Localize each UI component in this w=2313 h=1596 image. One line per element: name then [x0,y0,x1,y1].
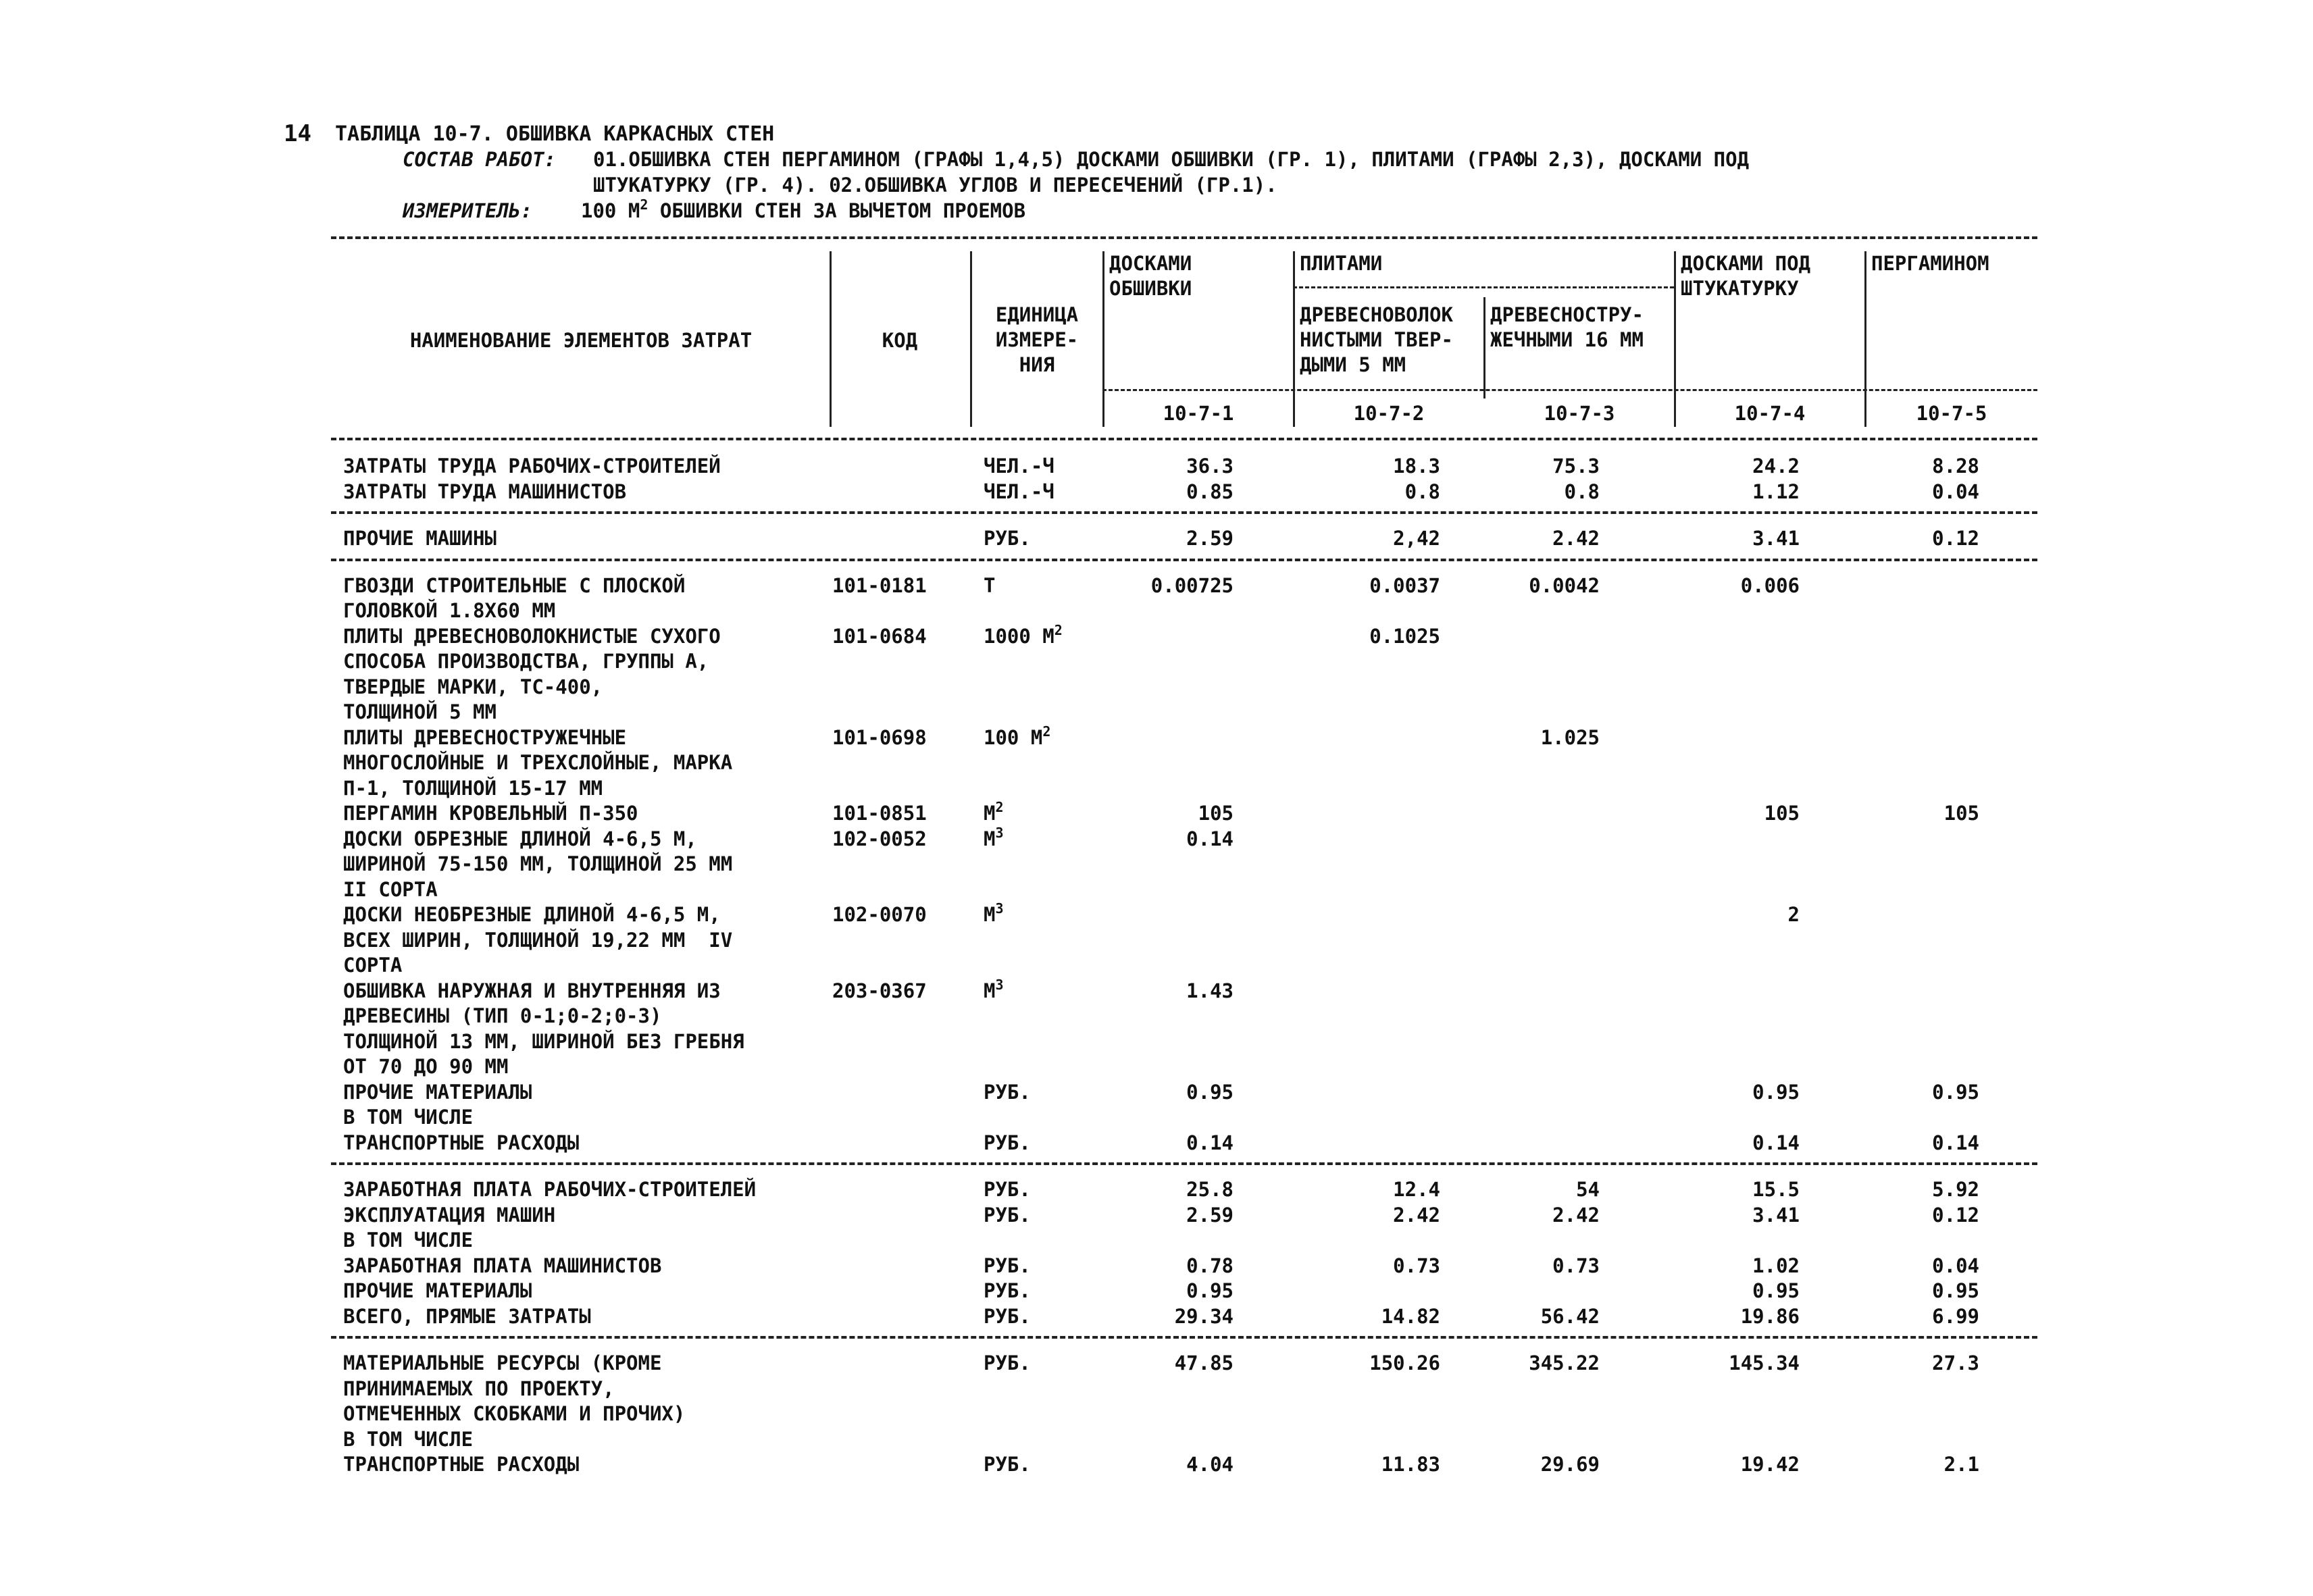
row-value-col-1: 36.3 [1186,455,1234,478]
row-name-line: В ТОМ ЧИСЛЕ [343,1427,474,1451]
row-name-line: ТОЛЩИНОЙ 5 ММ [343,700,497,723]
row-unit: РУБ. [984,1203,1031,1227]
codes-rule [1102,389,2037,391]
table-top-rule [331,236,2037,239]
row-value-col-3: 75.3 [1552,455,1600,478]
col-divider-2 [970,251,972,427]
row-name-line: ЗАТРАТЫ ТРУДА РАБОЧИХ-СТРОИТЕЛЕЙ [343,455,721,478]
row-unit: ЧЕЛ.-Ч [984,480,1054,503]
row-name-line: В ТОМ ЧИСЛЕ [343,1229,474,1252]
row-code: 102-0070 [832,903,927,926]
row-unit: РУБ. [984,527,1031,550]
row-value-col-5: 6.99 [1932,1304,1979,1328]
row-unit: $М^3$ [984,900,1004,926]
row-name-line: ЗАРАБОТНАЯ ПЛАТА РАБОЧИХ-СТРОИТЕЛЕЙ [343,1178,757,1201]
row-value-col-5: 0.04 [1932,1254,1979,1277]
row-name-line: ШИРИНОЙ 75-150 ММ, ТОЛЩИНОЙ 25 ММ [343,852,733,875]
row-value-col-3: 54 [1576,1178,1600,1201]
row-value-col-4: 105 [1764,802,1800,825]
row-value-col-4: 0.95 [1752,1080,1800,1104]
row-value-col-3: 56.42 [1540,1304,1600,1328]
measure-value: 100 М [581,199,640,222]
row-value-col-3: 0.0042 [1529,573,1600,597]
row-value-col-4: 0.95 [1752,1279,1800,1302]
row-value-col-4: 0.006 [1740,573,1800,597]
composition-label: СОСТАВ РАБОТ: [403,148,556,171]
row-unit: РУБ. [984,1254,1031,1277]
header-chip-2: ЖЕЧНЫМИ 16 ММ [1490,328,1644,351]
row-value-col-1: 2.59 [1186,1203,1234,1227]
row-name-line: МНОГОСЛОЙНЫЕ И ТРЕХСЛОЙНЫЕ, МАРКА [343,751,733,774]
header-code-col: КОД [882,329,918,352]
row-name-line: П-1, ТОЛЩИНОЙ 15-17 ММ [343,776,603,800]
row-value-col-3: 2.42 [1552,1203,1600,1227]
col-divider-3 [1102,251,1104,427]
row-name-line: ЗАТРАТЫ ТРУДА МАШИНИСТОВ [343,480,627,503]
row-value-col-1: 1.43 [1186,979,1234,1002]
col-code-2: 10-7-2 [1353,402,1425,425]
row-name-line: ПРОЧИЕ МАТЕРИАЛЫ [343,1080,532,1104]
header-boards-2: ОБШИВКИ [1109,277,1192,300]
row-value-col-5: 0.12 [1932,1203,1979,1227]
table-title: ТАБЛИЦА 10-7. ОБШИВКА КАРКАСНЫХ СТЕН [335,122,775,146]
row-value-col-4: 3.41 [1752,527,1800,550]
row-value-col-1: 4.04 [1186,1453,1234,1476]
row-value-col-5: 27.3 [1932,1352,1979,1374]
row-value-col-2: 2.42 [1393,1203,1440,1227]
row-name-line: ВСЕХ ШИРИН, ТОЛЩИНОЙ 19,22 ММ IV [343,928,733,952]
header-plaster-1: ДОСКАМИ ПОД [1681,252,1811,275]
row-code: 102-0052 [832,827,927,850]
composition-line-2: ШТУКАТУРКУ (ГР. 4). 02.ОБШИВКА УГЛОВ И ПЕРЕСЕЧЕНИЙ (ГР.1). [593,174,1277,197]
header-boards-1: ДОСКАМИ [1109,252,1192,275]
col-divider-4 [1293,251,1295,427]
row-value-col-1: 0.00725 [1150,573,1234,597]
row-code: 101-0698 [832,725,927,749]
row-value-col-4: 19.42 [1740,1453,1800,1476]
row-name-line: В ТОМ ЧИСЛЕ [343,1106,474,1129]
row-name-line: ТВЕРДЫЕ МАРКИ, ТС-400, [343,675,603,698]
row-name-line: ВСЕГО, ПРЯМЫЕ ЗАТРАТЫ [343,1304,591,1328]
row-value-col-5: 0.14 [1932,1131,1979,1154]
measure-text [581,199,1025,224]
row-value-col-1: 0.14 [1186,827,1234,850]
row-unit: $М^3$ [984,824,1004,850]
row-name-line: ПРИНИМАЕМЫХ ПО ПРОЕКТУ, [343,1376,615,1400]
row-value-col-1: 105 [1198,802,1234,825]
row-name-line: ДОСКИ ОБРЕЗНЫЕ ДЛИНОЙ 4-6,5 М, [343,827,697,850]
row-value-col-2: 150.26 [1369,1352,1440,1374]
page-number: 14 [284,120,311,147]
row-name-line: ПЛИТЫ ДРЕВЕСНОСТРУЖЕЧНЫЕ [343,725,627,749]
col-divider-1 [830,251,832,427]
col-divider-5 [1483,297,1485,398]
row-value-col-5: 0.95 [1932,1080,1979,1104]
header-chip-1: ДРЕВЕСНОСТРУ- [1490,303,1644,326]
section-rule [331,559,2037,561]
row-name-line: ЭКСПЛУАТАЦИЯ МАШИН [343,1203,556,1227]
row-name-line: СПОСОБА ПРОИЗВОДСТВА, ГРУППЫ А, [343,650,709,673]
section-rule [331,1336,2037,1339]
plates-subrule [1293,286,1674,288]
row-value-col-4: 3.41 [1752,1203,1800,1227]
row-value-col-1: 0.95 [1186,1080,1234,1104]
row-value-col-2: 0.0037 [1369,573,1440,597]
row-value-col-1: 0.85 [1186,480,1234,503]
row-unit: РУБ. [984,1131,1031,1154]
row-unit: Т [984,573,996,597]
header-fiber-1: ДРЕВЕСНОВОЛОК [1300,303,1453,326]
row-code: 101-0181 [832,573,927,597]
row-unit: РУБ. [984,1453,1031,1476]
header-unit-2: ИЗМЕРЕ- [995,328,1079,351]
header-unit-3: НИЯ [1019,353,1055,376]
row-value-col-3: 0.8 [1564,480,1600,503]
measure-label: ИЗМЕРИТЕЛЬ: [403,199,533,222]
row-value-col-5: 8.28 [1932,455,1979,478]
col-divider-7 [1864,251,1866,427]
header-plates: ПЛИТАМИ [1300,252,1383,275]
row-name-line: II СОРТА [343,877,438,901]
row-unit: РУБ. [984,1279,1031,1302]
row-value-col-5: 0.04 [1932,480,1979,503]
row-name-line: ПЕРГАМИН КРОВЕЛЬНЫЙ П-350 [343,802,638,825]
row-name-line: ДРЕВЕСИНЫ (ТИП 0-1;0-2;0-3) [343,1004,662,1027]
row-value-col-1: 0.78 [1186,1254,1234,1277]
header-fiber-2: НИСТЫМИ ТВЕР- [1300,328,1453,351]
row-value-col-4: 145.34 [1729,1352,1800,1374]
row-value-col-1: 2.59 [1186,527,1234,550]
row-value-col-2: 12.4 [1393,1178,1440,1201]
row-name-line: ОТ 70 ДО 90 ММ [343,1055,509,1078]
row-value-col-5: 105 [1943,802,1979,825]
header-pergamin: ПЕРГАМИНОМ [1871,252,1989,275]
row-value-col-4: 0.14 [1752,1131,1800,1154]
measure-sup: 2 [640,197,649,213]
section-rule [331,511,2037,514]
row-name-line: ПРОЧИЕ МАТЕРИАЛЫ [343,1279,532,1302]
row-name-line: ЗАРАБОТНАЯ ПЛАТА МАШИНИСТОВ [343,1254,662,1277]
row-value-col-5: 2.1 [1943,1453,1979,1476]
col-code-5: 10-7-5 [1916,402,1987,425]
row-value-col-5: 0.95 [1932,1279,1979,1302]
row-name-line: ДОСКИ НЕОБРЕЗНЫЕ ДЛИНОЙ 4-6,5 М, [343,903,721,926]
row-name-line: МАТЕРИАЛЬНЫЕ РЕСУРСЫ (КРОМЕ [343,1352,662,1374]
row-name-line: ТРАНСПОРТНЫЕ РАСХОДЫ [343,1453,580,1476]
row-unit: $М^2$ [984,799,1004,825]
row-value-col-2: 0.1025 [1369,624,1440,648]
col-code-1: 10-7-1 [1163,402,1234,425]
row-value-col-3: 29.69 [1540,1453,1600,1476]
row-value-col-1: 0.14 [1186,1131,1234,1154]
section-rule [331,1162,2037,1165]
row-unit: ЧЕЛ.-Ч [984,455,1054,478]
row-value-col-2: 0.73 [1393,1254,1440,1277]
measure-rest: ОБШИВКИ СТЕН ЗА ВЫЧЕТОМ ПРОЕМОВ [648,199,1026,222]
row-value-col-5: 5.92 [1932,1178,1979,1201]
row-code: 101-0684 [832,624,927,648]
col-code-4: 10-7-4 [1734,402,1806,425]
row-name-line: ГВОЗДИ СТРОИТЕЛЬНЫЕ С ПЛОСКОЙ [343,573,686,597]
row-unit: $М^3$ [984,976,1004,1002]
row-value-col-4: 15.5 [1752,1178,1800,1201]
header-name-col: НАИМЕНОВАНИЕ ЭЛЕМЕНТОВ ЗАТРАТ [409,329,753,352]
row-name-line: ОБШИВКА НАРУЖНАЯ И ВНУТРЕННЯЯ ИЗ [343,979,721,1002]
header-unit-1: ЕДИНИЦА [995,303,1079,326]
row-value-col-4: 24.2 [1752,455,1800,478]
row-value-col-1: 25.8 [1186,1178,1234,1201]
col-code-3: 10-7-3 [1544,402,1615,425]
row-value-col-1: 47.85 [1174,1352,1234,1374]
row-code: 101-0851 [832,802,927,825]
header-plaster-2: ШТУКАТУРКУ [1681,277,1799,300]
row-name-line: ГОЛОВКОЙ 1.8X60 ММ [343,599,556,622]
col-divider-6 [1674,251,1676,427]
row-unit: РУБ. [984,1352,1031,1374]
row-value-col-2: 11.83 [1381,1453,1440,1476]
row-value-col-5: 0.12 [1932,527,1979,550]
row-unit: 100 $М^2$ [984,723,1051,749]
row-value-col-3: 0.73 [1552,1254,1600,1277]
composition-line-1: 01.ОБШИВКА СТЕН ПЕРГАМИНОМ (ГРАФЫ 1,4,5) ДОСКАМИ ОБШИВКИ (ГР. 1), ПЛИТАМИ (ГРАФЫ 2,3), ДОСКАМИ ПОД [593,148,1750,171]
row-value-col-4: 2 [1787,903,1800,926]
row-value-col-3: 2.42 [1552,527,1600,550]
row-name-line: ТОЛЩИНОЙ 13 ММ, ШИРИНОЙ БЕЗ ГРЕБНЯ [343,1029,744,1053]
row-value-col-4: 1.02 [1752,1254,1800,1277]
row-unit: 1000 $М^2$ [984,621,1063,648]
row-name-line: ПЛИТЫ ДРЕВЕСНОВОЛОКНИСТЫЕ СУХОГО [343,624,721,648]
row-value-col-3: 1.025 [1540,725,1600,749]
row-name-line: ПРОЧИЕ МАШИНЫ [343,527,497,550]
row-code: 203-0367 [832,979,927,1002]
header-fiber-3: ДЫМИ 5 ММ [1300,353,1406,376]
row-value-col-2: 2,42 [1393,527,1440,550]
row-unit: РУБ. [984,1178,1031,1201]
header-bottom-rule [331,438,2037,440]
row-value-col-2: 18.3 [1393,455,1440,478]
row-name-line: ТРАНСПОРТНЫЕ РАСХОДЫ [343,1131,580,1154]
row-name-line: СОРТА [343,954,403,977]
row-value-col-4: 1.12 [1752,480,1800,503]
row-unit: РУБ. [984,1304,1031,1328]
row-value-col-1: 29.34 [1174,1304,1234,1328]
row-name-line: ОТМЕЧЕННЫХ СКОБКАМИ И ПРОЧИХ) [343,1402,686,1425]
row-value-col-2: 0.8 [1404,480,1440,503]
row-value-col-3: 345.22 [1529,1352,1600,1374]
row-unit: РУБ. [984,1080,1031,1104]
row-value-col-4: 19.86 [1740,1304,1800,1328]
row-value-col-2: 14.82 [1381,1304,1440,1328]
row-value-col-1: 0.95 [1186,1279,1234,1302]
